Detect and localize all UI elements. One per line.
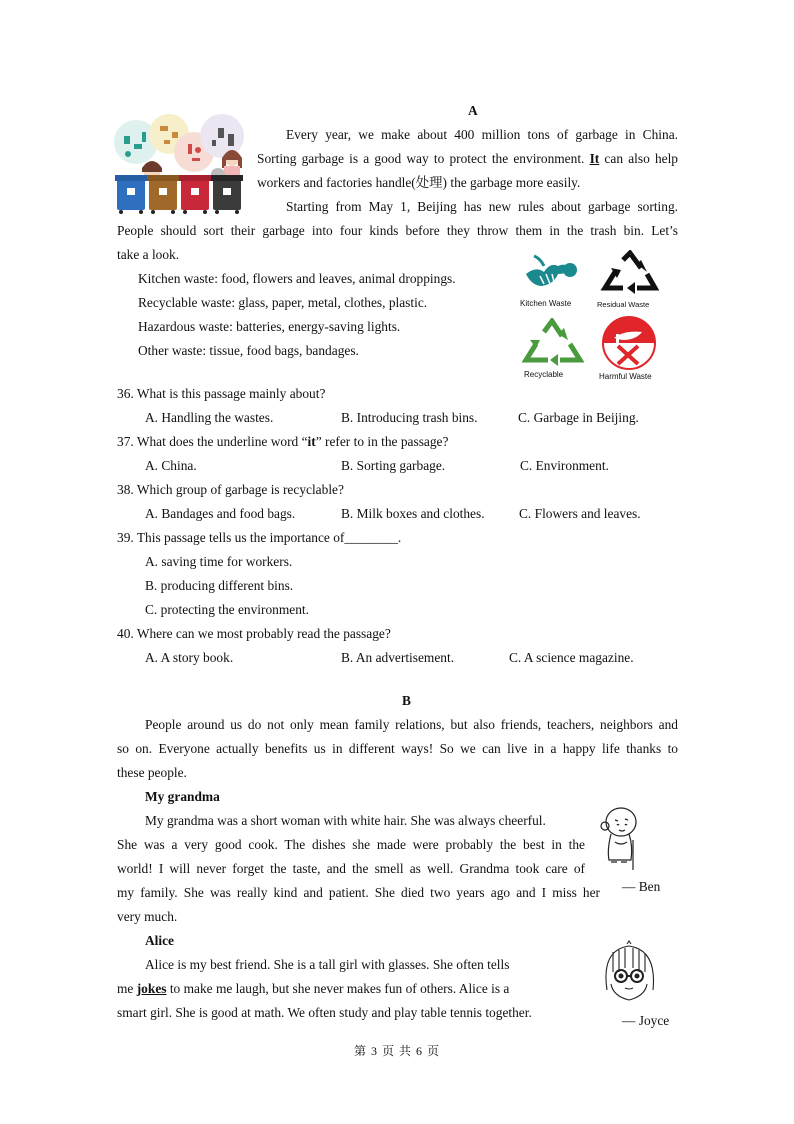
question-39-option-a[interactable]: A. saving time for workers. — [145, 554, 293, 569]
garbage-sorting-illustration — [114, 114, 246, 216]
recycle-icon — [520, 318, 584, 366]
icon-label-recyclable: Recyclable — [524, 370, 564, 379]
waste-category-recyclable: Recyclable waste: glass, paper, metal, clothes, plastic. — [138, 295, 428, 310]
question-36-option-b[interactable]: B. Introducing trash bins. — [341, 410, 478, 425]
question-36-option-a[interactable]: A. Handling the wastes. — [145, 410, 274, 425]
question-40-stem: 40. Where can we most probably read the passage? — [117, 626, 391, 641]
passage-a-para2-line-3: take a look. — [117, 247, 180, 262]
passage-b-intro-line-2: so on. Everyone actually benefits us in different ways! So we can live in a happy life thanks to — [117, 741, 678, 756]
alice-line-2 — [117, 977, 509, 1001]
text: can also help — [599, 151, 679, 166]
alice-line-3: smart girl. She is good at math. We often study and play table tennis together. — [117, 1005, 532, 1020]
text: Sorting garbage is a good way to protect the environment. — [257, 151, 590, 166]
underlined-word-jokes: jokes — [136, 981, 167, 996]
question-38-option-c[interactable]: C. Flowers and leaves. — [519, 506, 641, 521]
waste-category-kitchen: Kitchen waste: food, flowers and leaves, animal droppings. — [138, 271, 456, 286]
bold-word-it: it — [307, 434, 316, 449]
waste-category-other: Other waste: tissue, food bags, bandages. — [138, 343, 359, 358]
passage-b-intro-line-3: these people. — [117, 765, 187, 780]
question-39-stem: 39. This passage tells us the importance of________. — [117, 530, 402, 545]
grandma-line-1: My grandma was a short woman with white hair. She was always cheerful. — [145, 813, 546, 828]
question-36-stem: 36. What is this passage mainly about? — [117, 386, 326, 401]
section-title-alice: Alice — [145, 933, 174, 948]
text: me — [117, 981, 137, 996]
passage-a-line-3: workers and factories handle(处理) the garbage more easily. — [257, 175, 581, 190]
grandma-illustration — [597, 806, 647, 872]
icon-label-residual-waste: Residual Waste — [597, 300, 650, 309]
grandma-line-3: world! I will never forget the taste, and the smell as well. Grandma took care of — [117, 861, 585, 876]
question-38-option-b[interactable]: B. Milk boxes and clothes. — [341, 506, 485, 521]
underlined-word-it: It — [589, 151, 600, 166]
passage-a-line-1 — [286, 123, 678, 147]
question-40-option-c[interactable]: C. A science magazine. — [509, 650, 634, 665]
question-37-option-a[interactable]: A. China. — [145, 458, 197, 473]
alice-line-1: Alice is my best friend. She is a tall girl with glasses. She often tells — [145, 957, 510, 972]
grandma-line-2: She was a very good cook. The dishes she made were probably the best in the — [117, 837, 585, 852]
question-37-option-b[interactable]: B. Sorting garbage. — [341, 458, 446, 473]
waste-category-hazardous: Hazardous waste: batteries, energy-saving lights. — [138, 319, 401, 334]
passage-b-intro-line-1: People around us do not only mean family relations, but also friends, teachers, neighbors and — [145, 717, 678, 732]
passage-a-line-2 — [257, 147, 678, 171]
author-ben: — Ben — [622, 879, 661, 894]
question-39-option-c[interactable]: C. protecting the environment. — [145, 602, 309, 617]
question-38-stem: 38. Which group of garbage is recyclable? — [117, 482, 344, 497]
alice-illustration — [597, 940, 661, 1006]
grandma-line-5: very much. — [117, 909, 178, 924]
harmful-icon — [596, 316, 662, 370]
author-joyce: — Joyce — [622, 1013, 670, 1028]
question-40-option-b[interactable]: B. An advertisement. — [341, 650, 455, 665]
section-heading-a: A — [468, 103, 478, 118]
text: Every year, we make about 400 million tons of garbage in China. — [286, 127, 678, 142]
grandma-line-4: my family. She was really kind and patient. She died two years ago and I miss her — [117, 885, 600, 900]
icon-label-harmful-waste: Harmful Waste — [599, 372, 652, 381]
passage-a-para2-line-1: Starting from May 1, Beijing has new rules about garbage sorting. — [286, 199, 678, 214]
section-heading-b: B — [402, 693, 411, 708]
question-39-option-b[interactable]: B. producing different bins. — [145, 578, 294, 593]
question-40-option-a[interactable]: A. A story book. — [145, 650, 234, 665]
icon-label-kitchen-waste: Kitchen Waste — [520, 299, 572, 308]
question-37-stem — [117, 430, 448, 454]
passage-a-para2-line-2: People should sort their garbage into four kinds before they throw them in the trash bin. Let’s — [117, 223, 678, 238]
residual-arrows-icon — [597, 250, 663, 296]
section-title-my-grandma: My grandma — [145, 789, 220, 804]
text: ” refer to in the passage? — [315, 434, 449, 449]
fish-bone-icon — [520, 250, 582, 296]
question-38-option-a[interactable]: A. Bandages and food bags. — [145, 506, 296, 521]
question-37-option-c[interactable]: C. Environment. — [520, 458, 609, 473]
page-footer: 第 3 页 共 6 页 — [353, 1044, 440, 1058]
text: 37. What does the underline word “ — [117, 434, 308, 449]
question-36-option-c[interactable]: C. Garbage in Beijing. — [518, 410, 639, 425]
text: to make me laugh, but she never makes fun of others. Alice is a — [166, 981, 510, 996]
